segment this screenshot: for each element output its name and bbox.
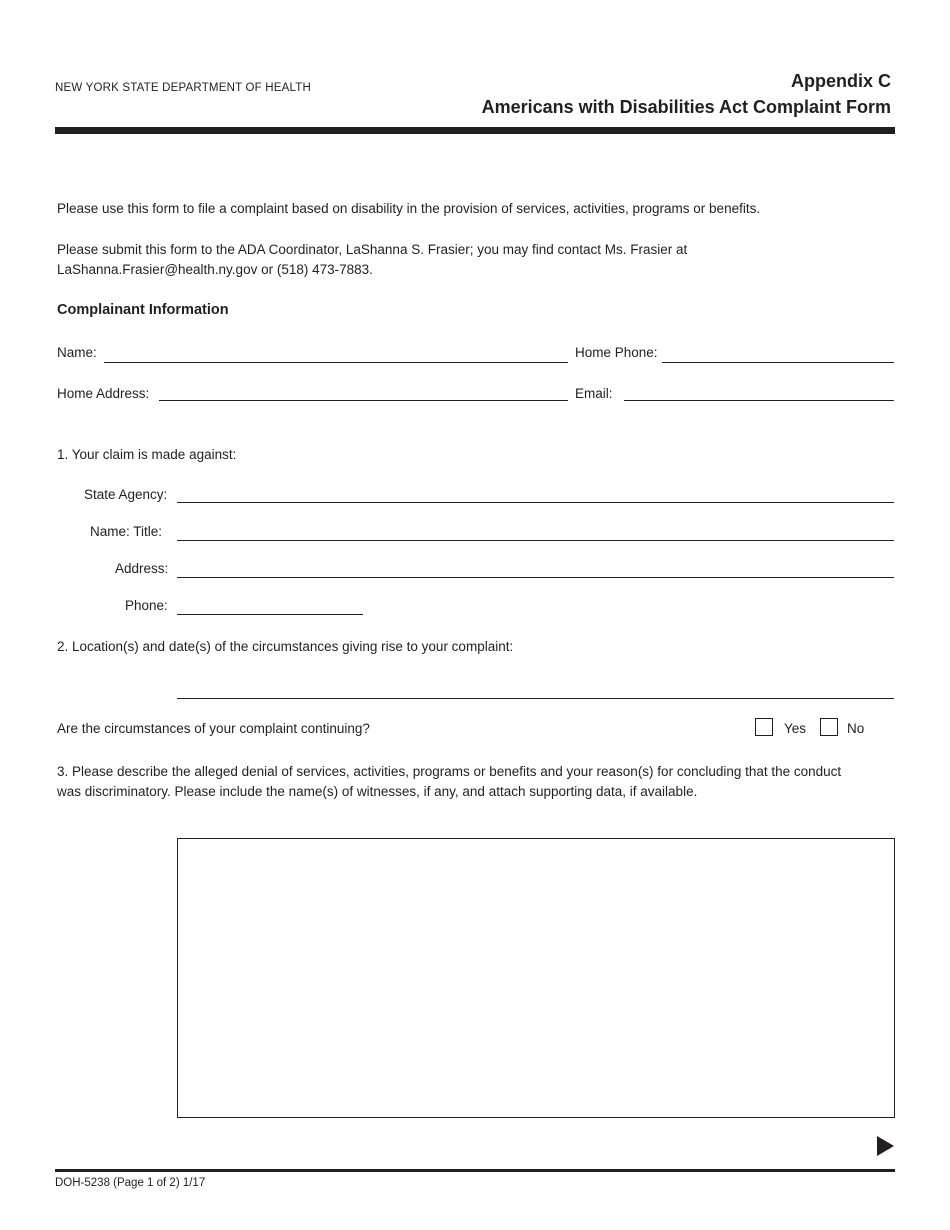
department-name: NEW YORK STATE DEPARTMENT OF HEALTH bbox=[55, 82, 311, 94]
title-block bbox=[482, 68, 891, 120]
header-rule bbox=[55, 127, 895, 134]
location-field[interactable] bbox=[177, 698, 894, 699]
location-question: 2. Location(s) and date(s) of the circumstances giving rise to your complaint: bbox=[57, 639, 514, 654]
footer-rule bbox=[55, 1169, 895, 1172]
home-phone-label: Home Phone: bbox=[575, 345, 658, 360]
continuing-question: Are the circumstances of your complaint continuing? bbox=[57, 721, 370, 736]
home-address-field[interactable] bbox=[159, 400, 568, 401]
submit-text-line-1: Please submit this form to the ADA Coordinator, LaShanna S. Frasier; you may find contact Ms. Frasier at bbox=[57, 242, 688, 257]
home-address-label: Home Address: bbox=[57, 386, 150, 401]
phone-label: Phone: bbox=[125, 598, 168, 613]
complainant-heading: Complainant Information bbox=[57, 302, 229, 318]
yes-checkbox[interactable] bbox=[755, 718, 773, 736]
description-question-line-2: was discriminatory. Please include the name(s) of witnesses, if any, and attach supporting data, if available. bbox=[57, 784, 698, 799]
name-label: Name: bbox=[57, 345, 97, 360]
no-checkbox[interactable] bbox=[820, 718, 838, 736]
email-label: Email: bbox=[575, 386, 613, 401]
home-phone-field[interactable] bbox=[662, 362, 894, 363]
submit-text-line-2: LaShanna.Frasier@health.ny.gov or (518) 473-7883. bbox=[57, 262, 373, 277]
yes-label: Yes bbox=[784, 721, 807, 736]
description-question-line-1: 3. Please describe the alleged denial of services, activities, programs or benefits and your reason(s) for concluding that the conduct bbox=[57, 764, 842, 779]
claim-question: 1. Your claim is made against: bbox=[57, 447, 237, 462]
state-agency-field[interactable] bbox=[177, 502, 894, 503]
phone-field[interactable] bbox=[177, 614, 363, 615]
address-label: Address: bbox=[115, 561, 169, 576]
name-title-field[interactable] bbox=[177, 540, 894, 541]
form-title: Americans with Disabilities Act Complaint Form bbox=[481, 97, 891, 117]
no-label: No bbox=[847, 721, 865, 736]
submit-text bbox=[57, 240, 687, 280]
name-field[interactable] bbox=[104, 362, 568, 363]
appendix-label: Appendix C bbox=[790, 71, 891, 91]
description-question bbox=[57, 762, 841, 802]
address-field[interactable] bbox=[177, 577, 894, 578]
name-title-label: Name: Title: bbox=[90, 524, 163, 539]
purpose-text: Please use this form to file a complaint based on disability in the provision of services, activities, programs or benefits. bbox=[57, 201, 761, 216]
email-field[interactable] bbox=[624, 400, 894, 401]
description-textbox[interactable] bbox=[177, 838, 895, 1118]
form-id: DOH-5238 (Page 1 of 2) 1/17 bbox=[55, 1177, 206, 1189]
state-agency-label: State Agency: bbox=[84, 487, 168, 502]
next-page-arrow-icon bbox=[877, 1136, 894, 1156]
